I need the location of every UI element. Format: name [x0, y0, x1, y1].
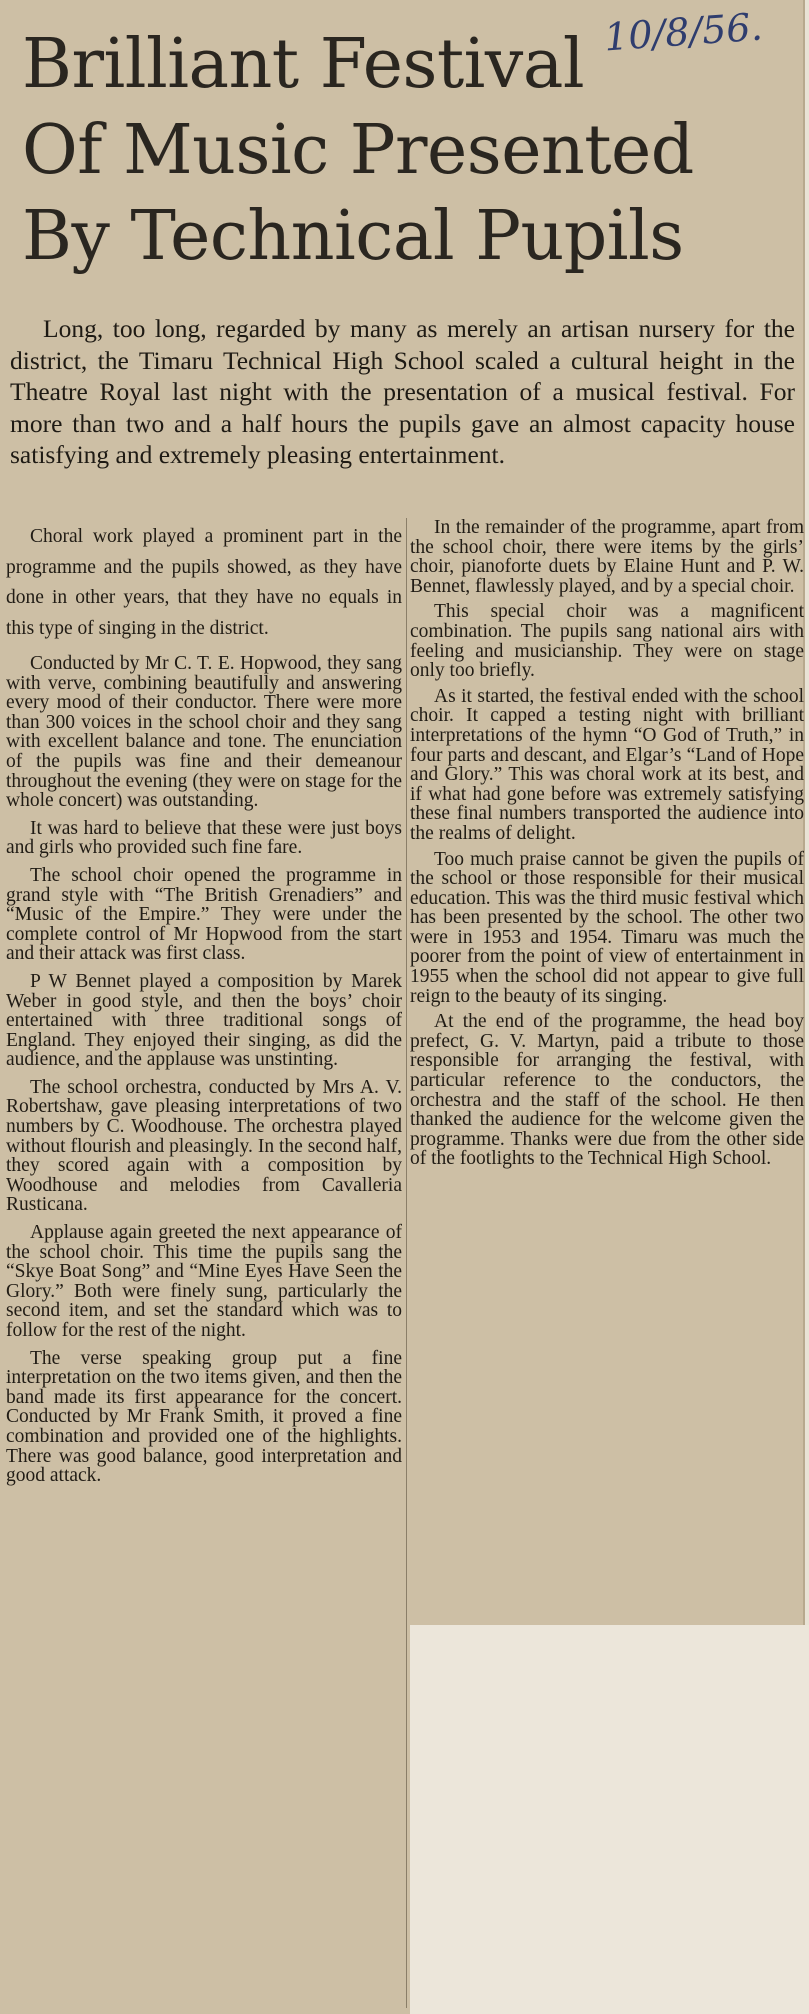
article-paragraph: At the end of the programme, the head boy prefect, G. V. Martyn, paid a tribute to those responsible for arranging the festival, with particular reference to the conductors, the orchestra and the staff of the school. He then thanked the audience for the welcome given the programme. Thanks were due from the other side of the footlights to the Technical High School. — [410, 1011, 804, 1170]
article-paragraph: The school orchestra, conducted by Mrs A. V. Robertshaw, gave pleasing interpretations of two numbers by C. Woodhouse. The orchestra played without flourish and pleasingly. In the second half, they scored again with a composition by Woodhouse and melodies from Cavalleria Rusticana. — [6, 1076, 402, 1216]
article-paragraph: Choral work played a prominent part in the programme and the pupils showed, as they have done in other years, that they have no equals in this type of singing in the district. — [6, 526, 402, 639]
headline-line-1: Brilliant Festival — [22, 25, 585, 104]
article-paragraph: The verse speaking group put a fine interpretation on the two items given, and then the band made its first appearance for the concert. Conducted by Mr Frank Smith, it proved a fine combination and provided one of the highlights. There was good balance, good interpretation and good attack. — [6, 1347, 402, 1487]
headline — [22, 22, 792, 280]
article-paragraph: As it started, the festival ended with the school choir. It capped a testing night with brilliant interpretations of the hymn “O God of Truth,” in four parts and descant, and Elgar’s “Land of Hope and Glory.” This was choral work at its best, and if what had gone before was extremely satisfying these final numbers transported the audience into the realms of delight. — [410, 685, 804, 844]
headline-line-2: Of Music Presented — [22, 111, 694, 190]
headline-line-3: By Technical Pupils — [22, 197, 684, 276]
article-paragraph: Conducted by Mr C. T. E. Hopwood, they sang with verve, combining beautifully and answering every mood of their conductor. There were more than 300 voices in the school choir and they sang with excellent balance and tone. The enunciation of the pupils was fine and their demeanour throughout the evening (they were on stage for the whole concert) was outstanding. — [6, 653, 402, 812]
article-paragraph: Too much praise cannot be given the pupils of the school or those responsible for their musical education. This was the third music festival which has been presented by the school. The other two were in 1953 and 1954. Timaru was much the poorer from the point of view of entertainment in 1955 when the school did not appear to give full reign to the beauty of its singing. — [410, 848, 804, 1007]
column-divider — [406, 518, 407, 2008]
handwritten-date: 10/8/56. — [602, 4, 764, 60]
article-paragraph: The school choir opened the programme in grand style with “The British Grenadiers” and “Music of the Empire.” They were under the complete control of Mr Hopwood from the start and their attack was first class. — [6, 864, 402, 965]
intro-paragraph: Long, too long, regarded by many as merely an artisan nursery for the district, the Timaru Technical High School scaled a cultural height in the Theatre Royal last night with the presentation of a musical festival. For more than two and a half hours the pupils gave an almost capacity house satisfying and extremely pleasing entertainment. — [10, 314, 795, 469]
article-paragraph: In the remainder of the programme, apart from the school choir, there were items by the girls’ choir, pianoforte duets by Elaine Hunt and P. W. Bennet, flawlessly played, and by a special choir. — [410, 517, 804, 597]
blank-backing-paper — [410, 1625, 809, 2014]
right-column — [410, 518, 804, 1175]
article-paragraph: It was hard to believe that these were just boys and girls who provided such fine fare. — [6, 817, 402, 859]
article-paragraph: Applause again greeted the next appearance of the school choir. This time the pupils sang the “Skye Boat Song” and “Mine Eyes Have Seen the Glory.” Both were finely sung, particularly the second item, and set the standard which was to follow for the rest of the night. — [6, 1222, 402, 1341]
article-paragraph: This special choir was a magnificent combination. The pupils sang national airs with feeling and musicianship. They were on stage only too briefly. — [410, 601, 804, 682]
article-paragraph: P W Bennet played a composition by Marek Weber in good style, and then the boys’ choir entertained with three traditional songs of England. They enjoyed their singing, as did the audience, and the applause was unstinting. — [6, 970, 402, 1071]
left-column — [6, 522, 402, 1494]
